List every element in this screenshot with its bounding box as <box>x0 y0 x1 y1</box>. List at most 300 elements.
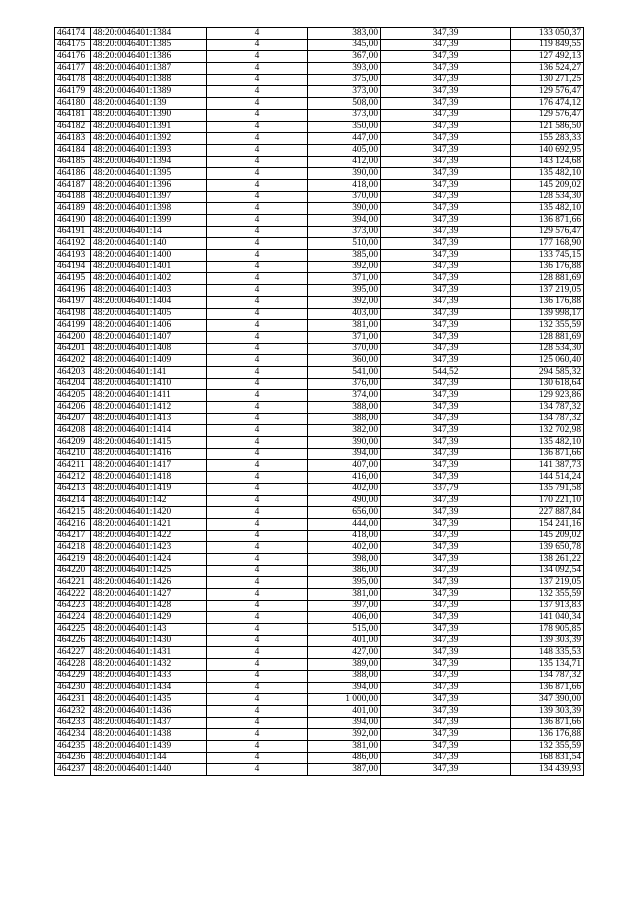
group-cell: 4 <box>207 764 308 776</box>
row-number-cell: 464213 <box>55 483 91 495</box>
cadastral-number-cell: 48:20:0046401:1427 <box>91 589 207 601</box>
row-number-cell: 464216 <box>55 518 91 530</box>
cadastral-number-cell: 48:20:0046401:1415 <box>91 437 207 449</box>
row-number-cell: 464222 <box>55 589 91 601</box>
area-cell: 360,00 <box>308 355 381 367</box>
table-row <box>55 413 584 425</box>
cadastral-value-cell: 128 881,69 <box>511 331 584 343</box>
group-cell: 4 <box>207 343 308 355</box>
rate-cell: 347,39 <box>381 28 511 40</box>
row-number-cell: 464192 <box>55 238 91 250</box>
row-number-cell: 464203 <box>55 366 91 378</box>
table-row <box>55 215 584 227</box>
cadastral-value-cell: 134 787,32 <box>511 413 584 425</box>
cadastral-value-cell: 138 261,22 <box>511 553 584 565</box>
row-number-cell: 464185 <box>55 156 91 168</box>
table-row <box>55 133 584 145</box>
cadastral-value-cell: 132 355,59 <box>511 589 584 601</box>
cadastral-number-cell: 48:20:0046401:1407 <box>91 331 207 343</box>
rate-cell: 347,39 <box>381 331 511 343</box>
cadastral-number-cell: 48:20:0046401:1390 <box>91 109 207 121</box>
row-number-cell: 464207 <box>55 413 91 425</box>
area-cell: 416,00 <box>308 472 381 484</box>
cadastral-value-cell: 129 576,47 <box>511 226 584 238</box>
table-row <box>55 179 584 191</box>
cadastral-number-cell: 48:20:0046401:1410 <box>91 378 207 390</box>
cadastral-value-cell: 145 209,02 <box>511 530 584 542</box>
cadastral-value-cell: 132 702,98 <box>511 425 584 437</box>
cadastral-value-cell: 141 040,34 <box>511 612 584 624</box>
row-number-cell: 464182 <box>55 121 91 133</box>
cadastral-value-cell: 144 514,24 <box>511 472 584 484</box>
rate-cell: 347,39 <box>381 343 511 355</box>
row-number-cell: 464233 <box>55 717 91 729</box>
table-row <box>55 717 584 729</box>
cadastral-number-cell: 48:20:0046401:1439 <box>91 740 207 752</box>
rate-cell: 347,39 <box>381 448 511 460</box>
cadastral-number-cell: 48:20:0046401:1389 <box>91 86 207 98</box>
row-number-cell: 464198 <box>55 308 91 320</box>
cadastral-value-cell: 132 355,59 <box>511 740 584 752</box>
area-cell: 656,00 <box>308 507 381 519</box>
area-cell: 350,00 <box>308 121 381 133</box>
cadastral-value-cell: 145 209,02 <box>511 179 584 191</box>
rate-cell: 347,39 <box>381 682 511 694</box>
cadastral-number-cell: 48:20:0046401:1421 <box>91 518 207 530</box>
group-cell: 4 <box>207 553 308 565</box>
cadastral-value-cell: 134 787,32 <box>511 402 584 414</box>
area-cell: 394,00 <box>308 682 381 694</box>
area-cell: 381,00 <box>308 320 381 332</box>
cadastral-number-cell: 48:20:0046401:1411 <box>91 390 207 402</box>
table-row <box>55 226 584 238</box>
rate-cell: 337,79 <box>381 483 511 495</box>
group-cell: 4 <box>207 296 308 308</box>
area-cell: 371,00 <box>308 273 381 285</box>
rate-cell: 347,39 <box>381 121 511 133</box>
area-cell: 418,00 <box>308 530 381 542</box>
group-cell: 4 <box>207 472 308 484</box>
area-cell: 370,00 <box>308 191 381 203</box>
table-row <box>55 729 584 741</box>
row-number-cell: 464228 <box>55 659 91 671</box>
rate-cell: 347,39 <box>381 168 511 180</box>
table-row <box>55 600 584 612</box>
rate-cell: 347,39 <box>381 238 511 250</box>
cadastral-number-cell: 48:20:0046401:1396 <box>91 179 207 191</box>
group-cell: 4 <box>207 156 308 168</box>
row-number-cell: 464212 <box>55 472 91 484</box>
row-number-cell: 464181 <box>55 109 91 121</box>
cadastral-value-cell: 128 881,69 <box>511 273 584 285</box>
cadastral-number-cell: 48:20:0046401:1384 <box>91 28 207 40</box>
cadastral-number-cell: 48:20:0046401:1438 <box>91 729 207 741</box>
table-row <box>55 121 584 133</box>
cadastral-value-cell: 128 534,30 <box>511 191 584 203</box>
row-number-cell: 464205 <box>55 390 91 402</box>
rate-cell: 347,39 <box>381 717 511 729</box>
cadastral-number-cell: 48:20:0046401:142 <box>91 495 207 507</box>
group-cell: 4 <box>207 413 308 425</box>
group-cell: 4 <box>207 425 308 437</box>
row-number-cell: 464199 <box>55 320 91 332</box>
row-number-cell: 464195 <box>55 273 91 285</box>
rate-cell: 347,39 <box>381 39 511 51</box>
cadastral-value-cell: 168 831,54 <box>511 752 584 764</box>
area-cell: 418,00 <box>308 179 381 191</box>
cadastral-value-cell: 136 871,66 <box>511 717 584 729</box>
table-row <box>55 518 584 530</box>
rate-cell: 347,39 <box>381 460 511 472</box>
cadastral-value-cell: 135 482,10 <box>511 168 584 180</box>
table-row <box>55 320 584 332</box>
group-cell: 4 <box>207 109 308 121</box>
row-number-cell: 464196 <box>55 285 91 297</box>
cadastral-number-cell: 48:20:0046401:144 <box>91 752 207 764</box>
cadastral-number-cell: 48:20:0046401:1394 <box>91 156 207 168</box>
cadastral-value-cell: 136 871,66 <box>511 682 584 694</box>
table-row <box>55 647 584 659</box>
cadastral-value-cell: 134 092,54 <box>511 565 584 577</box>
cadastral-number-cell: 48:20:0046401:1392 <box>91 133 207 145</box>
area-cell: 403,00 <box>308 308 381 320</box>
group-cell: 4 <box>207 261 308 273</box>
rate-cell: 347,39 <box>381 74 511 86</box>
cadastral-value-cell: 135 482,10 <box>511 203 584 215</box>
area-cell: 390,00 <box>308 437 381 449</box>
rate-cell: 347,39 <box>381 86 511 98</box>
cadastral-value-cell: 178 905,85 <box>511 624 584 636</box>
group-cell: 4 <box>207 717 308 729</box>
cadastral-number-cell: 48:20:0046401:1433 <box>91 670 207 682</box>
cadastral-number-cell: 48:20:0046401:1418 <box>91 472 207 484</box>
table-row <box>55 366 584 378</box>
group-cell: 4 <box>207 518 308 530</box>
cadastral-value-cell: 130 271,25 <box>511 74 584 86</box>
cadastral-value-cell: 139 998,17 <box>511 308 584 320</box>
group-cell: 4 <box>207 670 308 682</box>
group-cell: 4 <box>207 448 308 460</box>
cadastral-number-cell: 48:20:0046401:1423 <box>91 542 207 554</box>
table-row <box>55 764 584 776</box>
rate-cell: 347,39 <box>381 764 511 776</box>
cadastral-number-cell: 48:20:0046401:1401 <box>91 261 207 273</box>
rate-cell: 347,39 <box>381 133 511 145</box>
cadastral-number-cell: 48:20:0046401:1386 <box>91 51 207 63</box>
cadastral-value-cell: 176 474,12 <box>511 98 584 110</box>
group-cell: 4 <box>207 320 308 332</box>
rate-cell: 347,39 <box>381 296 511 308</box>
area-cell: 444,00 <box>308 518 381 530</box>
cadastral-value-cell: 136 524,27 <box>511 63 584 75</box>
group-cell: 4 <box>207 203 308 215</box>
row-number-cell: 464201 <box>55 343 91 355</box>
row-number-cell: 464188 <box>55 191 91 203</box>
rate-cell: 347,39 <box>381 308 511 320</box>
cadastral-value-cell: 135 482,10 <box>511 437 584 449</box>
table-row <box>55 565 584 577</box>
area-cell: 427,00 <box>308 647 381 659</box>
area-cell: 401,00 <box>308 705 381 717</box>
group-cell: 4 <box>207 589 308 601</box>
rate-cell: 347,39 <box>381 472 511 484</box>
table-row <box>55 624 584 636</box>
area-cell: 376,00 <box>308 378 381 390</box>
table-row <box>55 530 584 542</box>
group-cell: 4 <box>207 331 308 343</box>
row-number-cell: 464210 <box>55 448 91 460</box>
area-cell: 381,00 <box>308 589 381 601</box>
table-body <box>55 28 584 776</box>
area-cell: 402,00 <box>308 542 381 554</box>
table-row <box>55 355 584 367</box>
rate-cell: 347,39 <box>381 670 511 682</box>
cadastral-number-cell: 48:20:0046401:1428 <box>91 600 207 612</box>
row-number-cell: 464223 <box>55 600 91 612</box>
cadastral-value-cell: 129 576,47 <box>511 109 584 121</box>
group-cell: 4 <box>207 308 308 320</box>
cadastral-value-cell: 135 134,71 <box>511 659 584 671</box>
area-cell: 393,00 <box>308 63 381 75</box>
cadastral-number-cell: 48:20:0046401:1430 <box>91 635 207 647</box>
rate-cell: 347,39 <box>381 250 511 262</box>
group-cell: 4 <box>207 635 308 647</box>
table-row <box>55 74 584 86</box>
area-cell: 541,00 <box>308 366 381 378</box>
group-cell: 4 <box>207 729 308 741</box>
group-cell: 4 <box>207 366 308 378</box>
row-number-cell: 464186 <box>55 168 91 180</box>
row-number-cell: 464226 <box>55 635 91 647</box>
cadastral-number-cell: 48:20:0046401:143 <box>91 624 207 636</box>
table-row <box>55 659 584 671</box>
row-number-cell: 464189 <box>55 203 91 215</box>
area-cell: 373,00 <box>308 109 381 121</box>
rate-cell: 347,39 <box>381 740 511 752</box>
group-cell: 4 <box>207 565 308 577</box>
cadastral-value-cell: 139 303,39 <box>511 705 584 717</box>
table-row <box>55 448 584 460</box>
group-cell: 4 <box>207 74 308 86</box>
rate-cell: 347,39 <box>381 273 511 285</box>
row-number-cell: 464220 <box>55 565 91 577</box>
table-row <box>55 507 584 519</box>
rate-cell: 347,39 <box>381 589 511 601</box>
row-number-cell: 464217 <box>55 530 91 542</box>
area-cell: 401,00 <box>308 635 381 647</box>
table-row <box>55 144 584 156</box>
cadastral-value-cell: 139 303,39 <box>511 635 584 647</box>
area-cell: 392,00 <box>308 296 381 308</box>
rate-cell: 347,39 <box>381 624 511 636</box>
table-row <box>55 460 584 472</box>
group-cell: 4 <box>207 542 308 554</box>
rate-cell: 347,39 <box>381 320 511 332</box>
group-cell: 4 <box>207 460 308 472</box>
table-row <box>55 296 584 308</box>
rate-cell: 347,39 <box>381 109 511 121</box>
cadastral-number-cell: 48:20:0046401:1434 <box>91 682 207 694</box>
table-row <box>55 261 584 273</box>
area-cell: 397,00 <box>308 600 381 612</box>
cadastral-value-cell: 134 439,93 <box>511 764 584 776</box>
rate-cell: 347,39 <box>381 530 511 542</box>
cadastral-value-cell: 125 060,40 <box>511 355 584 367</box>
area-cell: 388,00 <box>308 402 381 414</box>
cadastral-value-cell: 119 849,55 <box>511 39 584 51</box>
cadastral-number-cell: 48:20:0046401:1440 <box>91 764 207 776</box>
area-cell: 385,00 <box>308 250 381 262</box>
cadastral-number-cell: 48:20:0046401:1424 <box>91 553 207 565</box>
cadastral-number-cell: 48:20:0046401:139 <box>91 98 207 110</box>
cadastral-value-cell: 132 355,59 <box>511 320 584 332</box>
rate-cell: 347,39 <box>381 413 511 425</box>
rate-cell: 347,39 <box>381 425 511 437</box>
table-row <box>55 28 584 40</box>
rate-cell: 347,39 <box>381 179 511 191</box>
row-number-cell: 464224 <box>55 612 91 624</box>
group-cell: 4 <box>207 612 308 624</box>
cadastral-number-cell: 48:20:0046401:1406 <box>91 320 207 332</box>
table-row <box>55 495 584 507</box>
table-row <box>55 51 584 63</box>
area-cell: 405,00 <box>308 144 381 156</box>
table-row <box>55 191 584 203</box>
table-row <box>55 577 584 589</box>
rate-cell: 347,39 <box>381 156 511 168</box>
table-row <box>55 343 584 355</box>
cadastral-number-cell: 48:20:0046401:1435 <box>91 694 207 706</box>
row-number-cell: 464230 <box>55 682 91 694</box>
cadastral-number-cell: 48:20:0046401:1402 <box>91 273 207 285</box>
rate-cell: 347,39 <box>381 378 511 390</box>
group-cell: 4 <box>207 191 308 203</box>
table-row <box>55 63 584 75</box>
rate-cell: 347,39 <box>381 565 511 577</box>
rate-cell: 347,39 <box>381 215 511 227</box>
group-cell: 4 <box>207 752 308 764</box>
table-row <box>55 694 584 706</box>
rate-cell: 347,39 <box>381 261 511 273</box>
area-cell: 383,00 <box>308 28 381 40</box>
table-row <box>55 425 584 437</box>
cadastral-number-cell: 48:20:0046401:1422 <box>91 530 207 542</box>
cadastral-number-cell: 48:20:0046401:1417 <box>91 460 207 472</box>
row-number-cell: 464184 <box>55 144 91 156</box>
cadastral-value-cell: 139 650,78 <box>511 542 584 554</box>
cadastral-value-cell: 143 124,68 <box>511 156 584 168</box>
table-row <box>55 168 584 180</box>
group-cell: 4 <box>207 682 308 694</box>
cadastral-value-cell: 137 913,83 <box>511 600 584 612</box>
cadastral-number-cell: 48:20:0046401:1404 <box>91 296 207 308</box>
area-cell: 395,00 <box>308 577 381 589</box>
table-row <box>55 378 584 390</box>
area-cell: 374,00 <box>308 390 381 402</box>
cadastral-number-cell: 48:20:0046401:1387 <box>91 63 207 75</box>
row-number-cell: 464218 <box>55 542 91 554</box>
group-cell: 4 <box>207 507 308 519</box>
row-number-cell: 464200 <box>55 331 91 343</box>
cadastral-value-cell: 140 692,95 <box>511 144 584 156</box>
cadastral-number-cell: 48:20:0046401:1398 <box>91 203 207 215</box>
rate-cell: 347,39 <box>381 355 511 367</box>
cadastral-value-cell: 136 871,66 <box>511 215 584 227</box>
group-cell: 4 <box>207 437 308 449</box>
cadastral-value-cell: 154 241,16 <box>511 518 584 530</box>
area-cell: 386,00 <box>308 565 381 577</box>
area-cell: 515,00 <box>308 624 381 636</box>
area-cell: 1 000,00 <box>308 694 381 706</box>
table-row <box>55 402 584 414</box>
group-cell: 4 <box>207 740 308 752</box>
rate-cell: 544,52 <box>381 366 511 378</box>
area-cell: 402,00 <box>308 483 381 495</box>
cadastral-value-cell: 148 335,53 <box>511 647 584 659</box>
cadastral-number-cell: 48:20:0046401:1403 <box>91 285 207 297</box>
area-cell: 390,00 <box>308 203 381 215</box>
table-row <box>55 273 584 285</box>
rate-cell: 347,39 <box>381 285 511 297</box>
cadastral-value-cell: 136 871,66 <box>511 448 584 460</box>
group-cell: 4 <box>207 694 308 706</box>
row-number-cell: 464235 <box>55 740 91 752</box>
row-number-cell: 464174 <box>55 28 91 40</box>
row-number-cell: 464219 <box>55 553 91 565</box>
row-number-cell: 464197 <box>55 296 91 308</box>
group-cell: 4 <box>207 483 308 495</box>
table-row <box>55 682 584 694</box>
cadastral-value-cell: 177 168,90 <box>511 238 584 250</box>
row-number-cell: 464179 <box>55 86 91 98</box>
table-row <box>55 752 584 764</box>
rate-cell: 347,39 <box>381 729 511 741</box>
rate-cell: 347,39 <box>381 542 511 554</box>
cadastral-number-cell: 48:20:0046401:1405 <box>91 308 207 320</box>
cadastral-number-cell: 48:20:0046401:1388 <box>91 74 207 86</box>
rate-cell: 347,39 <box>381 98 511 110</box>
cadastral-number-cell: 48:20:0046401:14 <box>91 226 207 238</box>
group-cell: 4 <box>207 495 308 507</box>
area-cell: 394,00 <box>308 215 381 227</box>
rate-cell: 347,39 <box>381 705 511 717</box>
row-number-cell: 464225 <box>55 624 91 636</box>
group-cell: 4 <box>207 273 308 285</box>
group-cell: 4 <box>207 63 308 75</box>
group-cell: 4 <box>207 355 308 367</box>
cadastral-number-cell: 48:20:0046401:1429 <box>91 612 207 624</box>
table-row <box>55 472 584 484</box>
row-number-cell: 464236 <box>55 752 91 764</box>
group-cell: 4 <box>207 86 308 98</box>
cadastral-number-cell: 48:20:0046401:1416 <box>91 448 207 460</box>
group-cell: 4 <box>207 179 308 191</box>
cadastral-number-cell: 48:20:0046401:1385 <box>91 39 207 51</box>
rate-cell: 347,39 <box>381 495 511 507</box>
table-row <box>55 238 584 250</box>
rate-cell: 347,39 <box>381 659 511 671</box>
row-number-cell: 464193 <box>55 250 91 262</box>
rate-cell: 347,39 <box>381 694 511 706</box>
cadastral-value-cell: 136 176,88 <box>511 729 584 741</box>
group-cell: 4 <box>207 28 308 40</box>
cadastral-number-cell: 48:20:0046401:1431 <box>91 647 207 659</box>
row-number-cell: 464176 <box>55 51 91 63</box>
group-cell: 4 <box>207 285 308 297</box>
area-cell: 387,00 <box>308 764 381 776</box>
cadastral-value-cell: 129 576,47 <box>511 86 584 98</box>
row-number-cell: 464190 <box>55 215 91 227</box>
